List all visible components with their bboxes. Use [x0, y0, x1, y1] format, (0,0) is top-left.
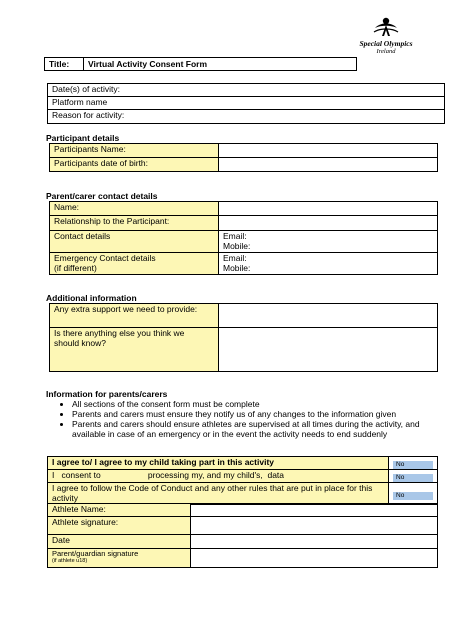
parent-name-label: Name: [50, 202, 219, 216]
relationship-label: Relationship to the Participant: [50, 216, 219, 231]
consent-data-label: I consent to processing my, and my child's, data [48, 470, 389, 483]
form-title: Virtual Activity Consent Form [88, 59, 208, 69]
additional-table [49, 303, 438, 372]
logo-subtext: Ireland [376, 48, 396, 55]
emergency-contact-text: Emergency Contact details [54, 253, 156, 263]
extra-support-label: Any extra support we need to provide: [50, 304, 219, 328]
parent-heading: Parent/carer contact details [46, 191, 158, 201]
consent-conduct-answer[interactable]: No [393, 492, 433, 500]
email-label: Email: [223, 231, 247, 241]
participant-name-input[interactable] [219, 144, 438, 158]
signature-table [47, 503, 438, 568]
emergency-contact-note: (if different) [54, 263, 97, 273]
parent-signature-text: Parent/guardian signature [52, 549, 139, 558]
consent-data-select[interactable] [389, 470, 438, 483]
parent-name-input[interactable] [219, 202, 438, 216]
athlete-name-input[interactable] [191, 504, 438, 517]
activity-table [47, 83, 445, 124]
anything-else-line1: Is there anything else you think we [54, 328, 185, 338]
parent-signature-input[interactable] [191, 549, 438, 568]
athlete-name-label: Athlete Name: [48, 504, 191, 517]
date-label: Date [48, 535, 191, 549]
emergency-email-label: Email: [223, 253, 247, 263]
info-heading: Information for parents/carers [46, 389, 168, 399]
extra-support-input[interactable] [219, 304, 438, 328]
relationship-input[interactable] [219, 216, 438, 231]
consent-table [47, 456, 438, 505]
parent-signature-label [48, 549, 191, 568]
activity-reason-field[interactable]: Reason for activity: [48, 110, 445, 124]
date-input[interactable] [191, 535, 438, 549]
consent-conduct-label: I agree to follow the Code of Conduct and any other rules that are put in place for this activity [48, 483, 389, 505]
consent-participation-select[interactable] [389, 457, 438, 470]
special-olympics-icon [372, 16, 400, 38]
activity-date-field[interactable]: Date(s) of activity: [48, 84, 445, 97]
mobile-label: Mobile: [223, 241, 251, 251]
participant-table [49, 143, 438, 172]
anything-else-input[interactable] [219, 328, 438, 372]
athlete-signature-label: Athlete signature: [48, 517, 191, 535]
info-bullet: • Parents and carers should ensure athletes are supervised at all times during the activity, and available in case of an emergency or in the event the activity needs to end suddenly [72, 419, 452, 439]
contact-details-label: Contact details [50, 231, 219, 253]
emergency-contact-input[interactable] [219, 253, 438, 275]
logo-text: Special Olympics [359, 39, 413, 48]
emergency-mobile-label: Mobile: [223, 263, 251, 273]
form-title-bar [44, 57, 357, 71]
consent-participation-answer[interactable]: No [393, 461, 433, 469]
info-list [58, 399, 452, 439]
participant-heading: Participant details [46, 133, 120, 143]
anything-else-label [50, 328, 219, 372]
participant-dob-label: Participants date of birth: [50, 158, 219, 172]
parent-signature-note: (if athlete u18) [52, 558, 88, 564]
consent-conduct-select[interactable] [389, 483, 438, 505]
contact-details-input[interactable] [219, 231, 438, 253]
additional-heading: Additional information [46, 293, 137, 303]
emergency-contact-label [50, 253, 219, 275]
athlete-signature-input[interactable] [191, 517, 438, 535]
platform-name-field[interactable]: Platform name [48, 97, 445, 110]
title-label: Title: [45, 58, 84, 70]
info-bullet: • Parents and carers must ensure they notify us of any changes to the information given [72, 409, 452, 419]
anything-else-line2: should know? [54, 338, 106, 348]
info-bullet: • All sections of the consent form must be complete [72, 399, 452, 409]
participant-name-label: Participants Name: [50, 144, 219, 158]
parent-table [49, 201, 438, 275]
participant-dob-input[interactable] [219, 158, 438, 172]
consent-participation-label: I agree to/ I agree to my child taking part in this activity [48, 457, 389, 470]
consent-data-answer[interactable]: No [393, 474, 433, 482]
